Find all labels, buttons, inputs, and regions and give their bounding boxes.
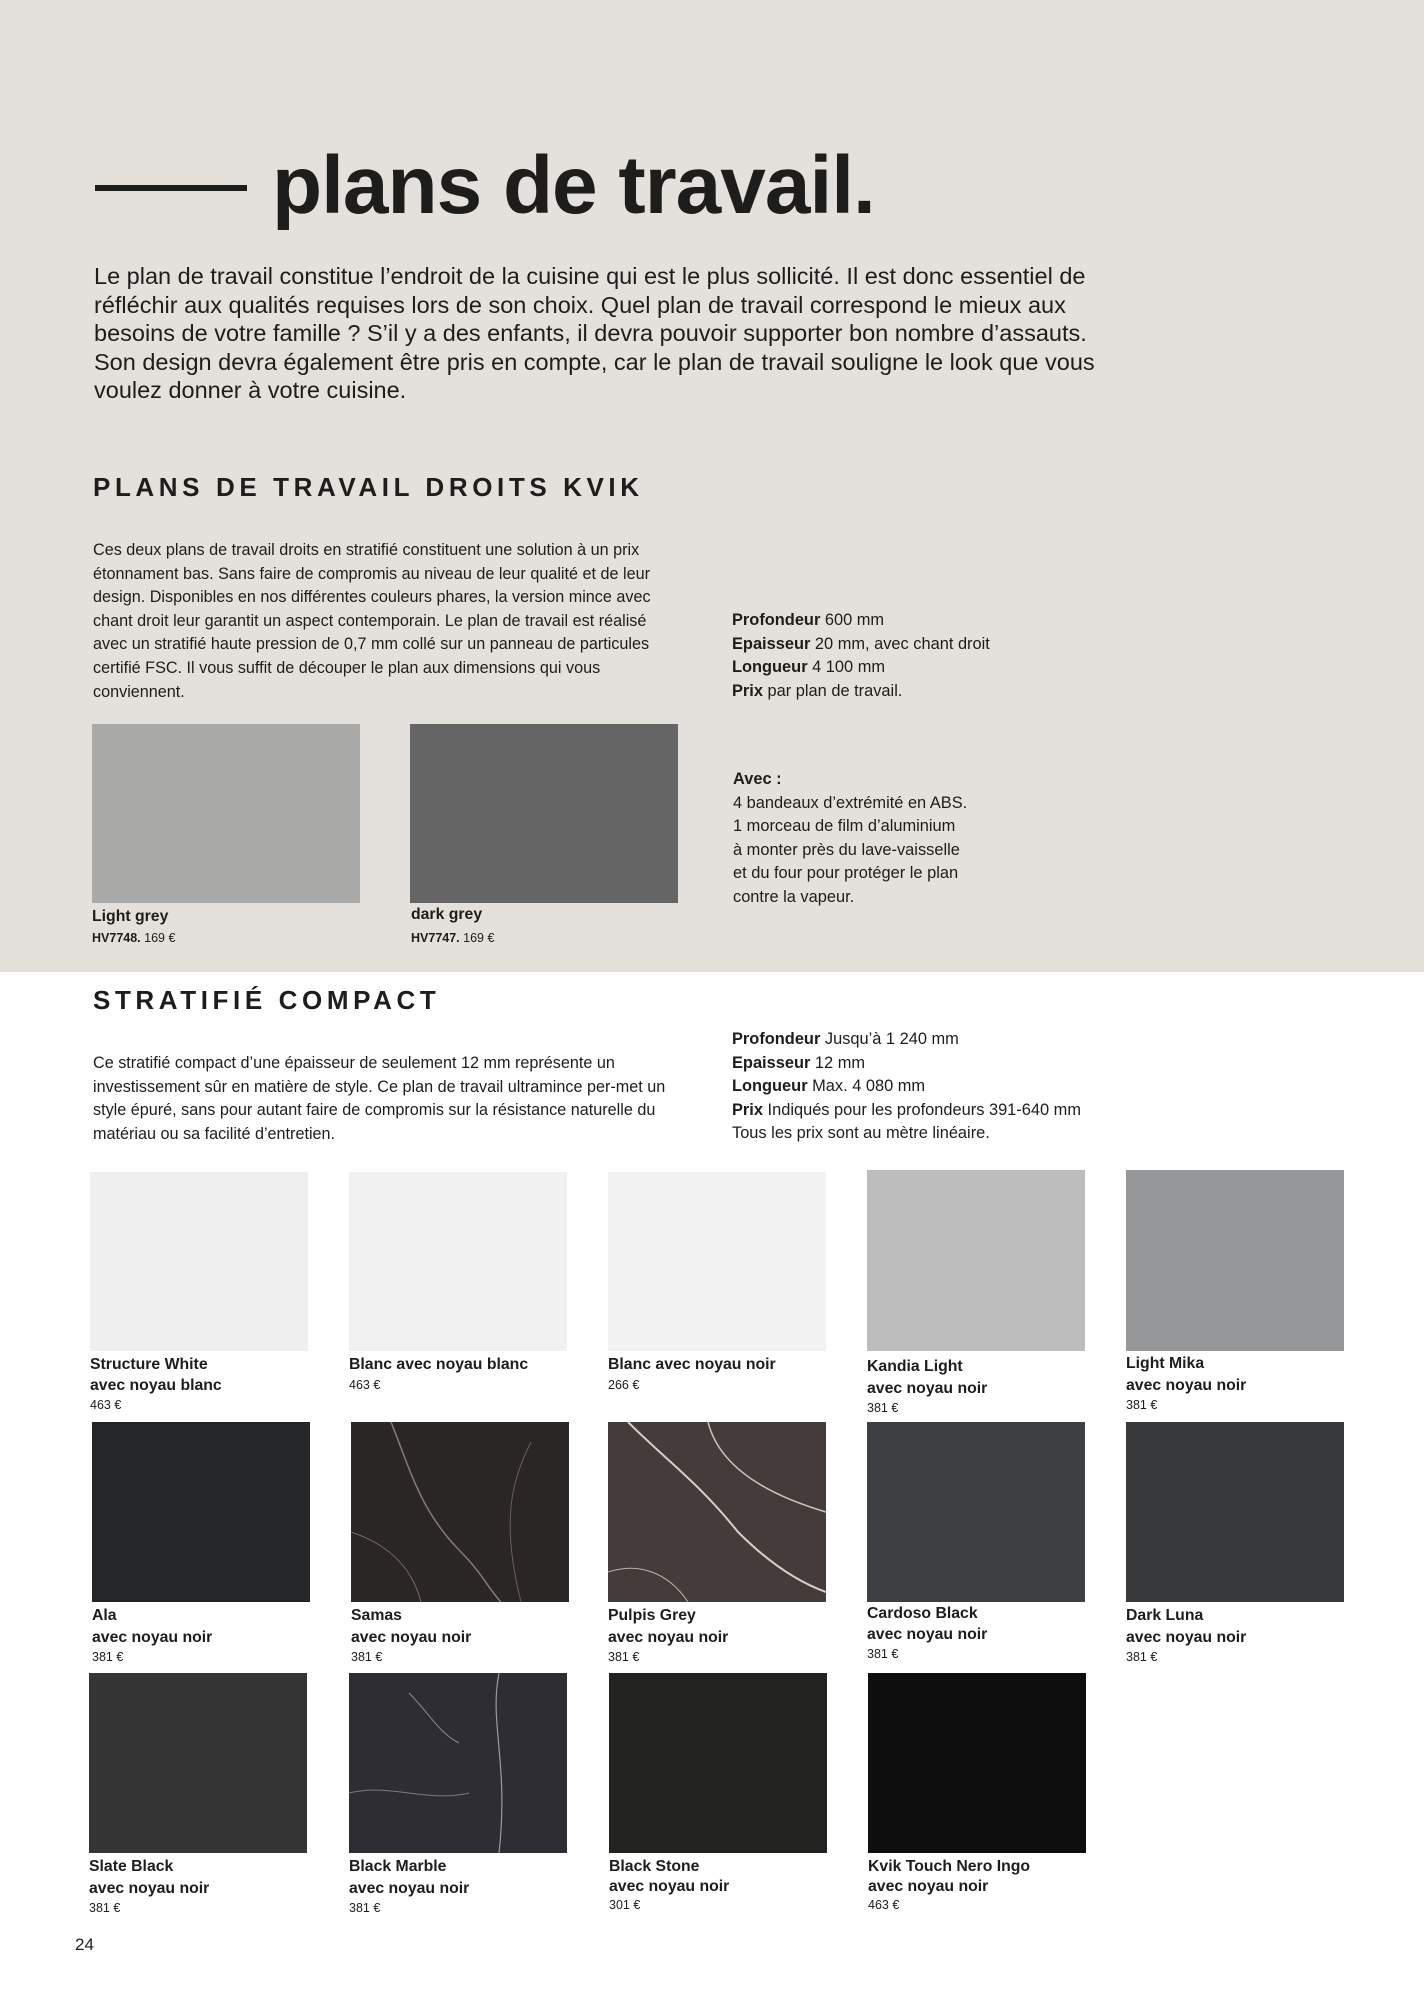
product-core: avec noyau noir: [609, 1878, 730, 1895]
swatch-blanc-noyau-blanc: [349, 1172, 567, 1351]
swatch-dark-grey: [410, 724, 678, 903]
kvik-section-heading: PLANS DE TRAVAIL DROITS KVIK: [93, 472, 644, 502]
product-name: Samas: [351, 1607, 402, 1624]
compact-specs: [732, 1028, 1081, 1146]
kvik-included-title: Avec :: [733, 770, 782, 788]
swatch-light-mika: [1126, 1170, 1344, 1351]
product-price: 381 €: [89, 1901, 121, 1915]
kvik-spec-price: Prix par plan de travail.: [732, 681, 903, 700]
product-core: avec noyau noir: [867, 1626, 988, 1643]
swatch-slate-black: [89, 1673, 307, 1853]
page-number: 24: [75, 1935, 94, 1954]
page-title: plans de travail.: [272, 140, 875, 231]
product-name: Cardoso Black: [867, 1605, 978, 1622]
swatch-ala: [92, 1422, 310, 1602]
intro-paragraph: Le plan de travail constitue l’endroit de la cuisine qui est le plus sollicité. Il est donc essentiel de réfléchir aux qualités requises lors de son choix. Quel plan de travail correspond le mieux aux besoins de votre famille ? S’il y a des enfants, il devra pouvoir supporter bon nombre d’assauts. Son design devra également être pris en compte, car le plan de travail souligne le look que vous voulez donner à votre cuisine.: [94, 263, 1095, 403]
product-name: Kvik Touch Nero Ingo: [868, 1858, 1031, 1875]
swatch-black-stone: [609, 1673, 827, 1853]
compact-description: Ce stratifié compact d’une épaisseur de seulement 12 mm représente un investissement sûr en matière de style. Ce plan de travail ultramince per-met un style épuré, sans pour autant faire de compromis sur la résistance naturelle du matériau ou sa facilité d’entretien.: [93, 1054, 666, 1143]
product-price: 381 €: [92, 1650, 124, 1664]
product-price: 381 €: [1126, 1650, 1158, 1664]
swatch-pulpis-grey: [608, 1422, 826, 1602]
product-name: Ala: [92, 1607, 117, 1624]
kvik-specs: [732, 609, 990, 703]
swatch-black-marble: [349, 1673, 567, 1853]
product-core: avec noyau noir: [867, 1380, 988, 1397]
product-core: avec noyau noir: [89, 1880, 210, 1897]
product-price-light-grey: HV7748. 169 €: [92, 931, 176, 945]
product-price: 381 €: [349, 1901, 381, 1915]
swatch-light-grey: [92, 724, 360, 903]
product-price: 301 €: [609, 1898, 641, 1912]
kvik-description: Ces deux plans de travail droits en stratifié constituent une solution à un prix étonnament bas. Sans faire de compromis au niveau de leur qualité et de leur design. Disponibles en nos différentes couleurs phares, la version mince avec chant droit leur garantit un aspect contemporain. Le plan de travail est réalisé avec un stratifié haute pression de 0,7 mm collé sur un panneau de particules certifié FSC. Il vous suffit de découper le plan aux dimensions qui vous conviennent.: [93, 541, 651, 701]
compact-spec-depth: Profondeur Jusqu’à 1 240 mm: [732, 1030, 959, 1048]
swatch-samas: [351, 1422, 569, 1602]
product-price: 463 €: [349, 1378, 381, 1392]
product-core: avec noyau noir: [1126, 1377, 1247, 1394]
kvik-included-items: [733, 768, 967, 910]
product-name: Light Mika: [1126, 1355, 1205, 1372]
product-price-dark-grey: HV7747. 169 €: [411, 931, 495, 945]
product-name: Pulpis Grey: [608, 1607, 696, 1624]
swatch-kandia-light: [867, 1170, 1085, 1351]
kvik-included-line: et du four pour protéger le plan: [733, 864, 959, 883]
product-core: avec noyau noir: [92, 1629, 213, 1646]
compact-price-note: Tous les prix sont au mètre linéaire.: [732, 1124, 990, 1143]
kvik-spec-length: Longueur 4 100 mm: [732, 658, 886, 677]
product-name: Blanc avec noyau blanc: [349, 1356, 529, 1373]
product-core: avec noyau noir: [608, 1629, 729, 1646]
product-name: Slate Black: [89, 1858, 174, 1875]
product-price: 463 €: [90, 1398, 122, 1412]
kvik-included-line: à monter près du lave-vaisselle: [733, 840, 960, 859]
product-price: 381 €: [1126, 1398, 1158, 1412]
product-price: 463 €: [868, 1898, 900, 1912]
compact-spec-price: Prix Indiqués pour les profondeurs 391-640 mm: [732, 1100, 1081, 1119]
product-price: 266 €: [608, 1378, 640, 1392]
product-price: 381 €: [867, 1401, 899, 1415]
product-price: 381 €: [608, 1650, 640, 1664]
product-price: 381 €: [351, 1650, 383, 1664]
compact-section-heading: STRATIFIÉ COMPACT: [93, 985, 441, 1015]
swatch-cardoso-black: [867, 1422, 1085, 1602]
product-core: avec noyau blanc: [90, 1377, 222, 1394]
swatch-kvik-touch-nero-ingo: [868, 1673, 1086, 1853]
product-name: Blanc avec noyau noir: [608, 1356, 776, 1373]
swatch-blanc-noyau-noir: [608, 1172, 826, 1351]
kvik-spec-thickness: Epaisseur 20 mm, avec chant droit: [732, 634, 990, 653]
product-name: Dark Luna: [1126, 1607, 1204, 1624]
product-price: 381 €: [867, 1647, 899, 1661]
compact-spec-thickness: Epaisseur 12 mm: [732, 1053, 866, 1072]
product-name: Kandia Light: [867, 1358, 963, 1375]
kvik-included-line: 1 morceau de film d’aluminium: [733, 817, 956, 836]
product-core: avec noyau noir: [868, 1878, 989, 1895]
product-name: Black Marble: [349, 1858, 447, 1875]
product-name-dark-grey: dark grey: [411, 906, 483, 923]
compact-spec-length: Longueur Max. 4 080 mm: [732, 1077, 926, 1096]
product-name: Black Stone: [609, 1858, 700, 1875]
kvik-spec-depth: Profondeur 600 mm: [732, 611, 885, 629]
product-core: avec noyau noir: [351, 1629, 472, 1646]
swatch-dark-luna: [1126, 1422, 1344, 1602]
title-rule: [95, 185, 247, 191]
kvik-included-line: contre la vapeur.: [733, 887, 855, 906]
product-core: avec noyau noir: [349, 1880, 470, 1897]
kvik-included-line: 4 bandeaux d’extrémité en ABS.: [733, 793, 968, 812]
product-name: Structure White: [90, 1356, 208, 1373]
product-core: avec noyau noir: [1126, 1629, 1247, 1646]
product-name-light-grey: Light grey: [92, 908, 169, 925]
swatch-structure-white: [90, 1172, 308, 1351]
